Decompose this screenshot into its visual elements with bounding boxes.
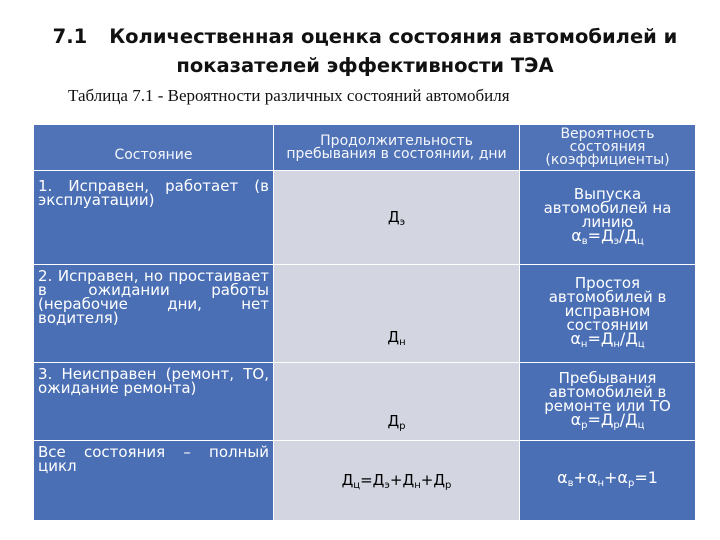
heading-line-2: показателей эффективности ТЭА bbox=[176, 54, 554, 77]
probability-cell bbox=[520, 171, 696, 265]
state-probability-table bbox=[33, 124, 696, 521]
probability-text: Выпуска автомобилей на линию bbox=[543, 184, 672, 231]
header-state: Состояние bbox=[34, 125, 274, 171]
probability-formula: $\alpha_в=Д_э/Д_ц$ bbox=[571, 225, 644, 247]
heading-text-1: Количественная оценка состояния автомобилей и bbox=[109, 25, 678, 48]
probability-text: Пребывания автомобилей в ремонте или ТО bbox=[544, 368, 671, 415]
header-probability: Вероятность состояния (коэффициенты) bbox=[520, 125, 696, 171]
duration-cell: $Д_э$ bbox=[274, 171, 520, 265]
probability-cell bbox=[520, 265, 696, 363]
state-cell: 1. Исправен, работает (в эксплуатации) bbox=[34, 171, 274, 265]
state-cell: 3. Неисправен (ремонт, ТО, ожидание ремонта) bbox=[34, 363, 274, 441]
table-row bbox=[34, 265, 696, 363]
table-header-row bbox=[34, 125, 696, 171]
table-caption: Таблица 7.1 - Вероятности различных состояний автомобиля bbox=[68, 86, 510, 105]
probability-formula: $\alpha_р=Д_р/Д_ц$ bbox=[570, 409, 645, 431]
duration-cell: $Д_ц=Д_э+Д_н+Д_р$ bbox=[274, 441, 520, 521]
heading-line-1 bbox=[40, 22, 690, 51]
section-heading bbox=[40, 22, 690, 80]
table-row bbox=[34, 441, 696, 521]
duration-cell: $Д_р$ bbox=[274, 363, 520, 441]
table-row bbox=[34, 171, 696, 265]
duration-subscript: э bbox=[399, 216, 406, 228]
probability-formula: $\alpha_в+\alpha_н+\alpha_р=1$ bbox=[557, 467, 658, 489]
header-duration: Продолжительность пребывания в состоянии, дни bbox=[274, 125, 520, 171]
state-cell: 2. Исправен, но простаивает в ожидании работы (нерабочие дни, нет водителя) bbox=[34, 265, 274, 363]
section-number: 7.1 bbox=[52, 25, 88, 48]
probability-formula: $\alpha_н=Д_н/Д_ц$ bbox=[570, 328, 645, 350]
state-cell: Все состояния – полный цикл bbox=[34, 441, 274, 521]
probability-text: Простоя автомобилей в исправном состоянии bbox=[548, 273, 667, 334]
table-row bbox=[34, 363, 696, 441]
probability-cell bbox=[520, 363, 696, 441]
probability-cell bbox=[520, 441, 696, 521]
duration-cell: $Д_н$ bbox=[274, 265, 520, 363]
